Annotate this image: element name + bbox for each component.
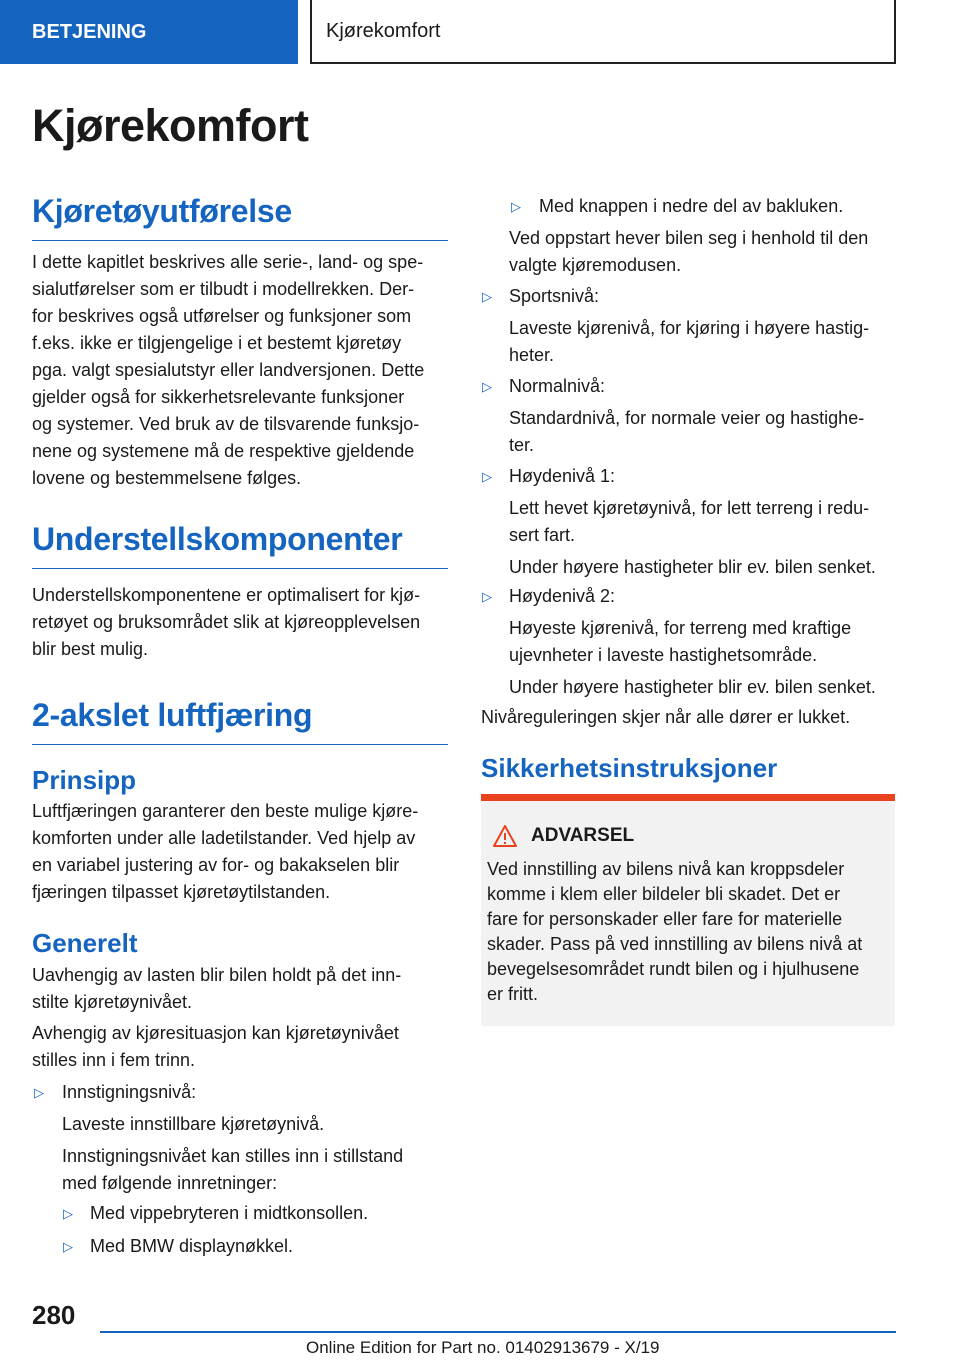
text-line: f.eks. ikke er tilgjengelige i et bestemt kjøretøy [32,333,402,353]
text-line: gjelder også for sikkerhetsrelevante funksjoner [32,387,405,407]
text-line: Høyeste kjørenivå, for terreng med kraftige [509,618,852,638]
triangle-bullet-icon: ▷ [482,289,492,304]
doors-note: Nivåreguleringen skjer når alle dører er lukket. [481,707,851,727]
text-line: Lett hevet kjøretøynivå, for lett terreng i redu- [509,498,870,518]
paragraph-vehicle-version [32,249,452,492]
text-line: er fritt. [487,984,539,1004]
heading-air-suspension: 2-akslet luftfjæring [32,697,448,745]
list-item-height-level-2 [509,583,899,701]
page-number: 280 [32,1300,76,1330]
text-line: sert fart. [509,525,576,545]
text-line: blir best mulig. [32,639,149,659]
text-line: I dette kapitlet beskrives alle serie-, land- og spe- [32,252,424,272]
triangle-bullet-icon: ▷ [482,589,492,604]
warning-header [491,825,634,847]
text-line: stilles inn i fem trinn. [32,1050,196,1070]
text-line: Ved innstilling av bilens nivå kan kroppsdeler [487,859,845,879]
triangle-bullet-icon: ▷ [482,379,492,394]
text-line: for beskrives også utførelser og funksjoner som [32,306,412,326]
text-line: heter. [509,345,555,365]
triangle-bullet-icon: ▷ [63,1239,73,1254]
text-line: Ved oppstart hever bilen seg i henhold til den [509,228,869,248]
chapter-header [310,0,896,64]
list-item-height-level-1 [509,463,899,581]
paragraph-chassis [32,582,452,663]
text-line: fjæringen tilpasset kjøretøytilstanden. [32,882,331,902]
text-line: Uavhengig av lasten blir bilen holdt på det inn- [32,965,402,985]
list-item-label: Høydenivå 2: [509,586,616,606]
text-line: Under høyere hastigheter blir ev. bilen senket. [509,677,876,697]
list-item-description: Laveste innstillbare kjøretøynivå. [62,1114,325,1134]
text-line: en variabel justering av for- og bakakselen blir [32,855,400,875]
text-line: valgte kjøremodusen. [509,255,682,275]
list-item-normal-level [509,373,899,459]
heading-chassis-components: Understellskomponenter [32,521,448,569]
edition-note: Online Edition for Part no. 01402913679 - X/19 [306,1338,660,1357]
footer-divider [100,1331,896,1333]
text-line: og systemer. Ved bruk av de tilsvarende funksjo- [32,414,420,434]
section-tab[interactable] [0,0,298,64]
text-line: Standardnivå, for normale veier og hastighe- [509,408,865,428]
list-item-label: Normalnivå: [509,376,606,396]
text-line: Understellskomponentene er optimalisert for kjø- [32,585,421,605]
list-item-sport-level [509,283,899,369]
text-line: Innstigningsnivået kan stilles inn i stillstand [62,1146,404,1166]
heading-general: Generelt [32,928,138,958]
paragraph-principle [32,798,452,906]
text-line: bevegelsesområdet rundt bilen og i hjulhusene [487,959,860,979]
paragraph-general-1 [32,962,452,1016]
section-label: BETJENING [32,20,147,43]
heading-safety-instructions: Sikkerhetsinstruksjoner [481,753,778,783]
text-line: Laveste kjørenivå, for kjøring i høyere hastig- [509,318,870,338]
text-line: retøyet og bruksområdet slik at kjøreopplevelsen [32,612,421,632]
text-line: Avhengig av kjøresituasjon kan kjøretøynivået [32,1023,399,1043]
list-item-label: Sportsnivå: [509,286,600,306]
list-item-entry-level [62,1079,452,1197]
text-line: komme i klem eller bildeler bli skadet. Det er [487,884,841,904]
text-line: ujevnheter i laveste hastighetsområde. [509,645,818,665]
triangle-bullet-icon: ▷ [482,469,492,484]
list-item-label: Høydenivå 1: [509,466,616,486]
text-line: med følgende innretninger: [62,1173,278,1193]
warning-triangle-icon [493,825,517,847]
startup-note [509,225,899,279]
page-title: Kjørekomfort [32,100,309,151]
sub-list-item: Med vippebryteren i midtkonsollen. [90,1203,369,1223]
sub-list-item: Med knappen i nedre del av bakluken. [539,196,844,216]
text-line: Luftfjæringen garanterer den beste mulige kjøre- [32,801,419,821]
triangle-bullet-icon: ▷ [63,1206,73,1221]
warning-title: ADVARSEL [531,825,635,846]
triangle-bullet-icon: ▷ [34,1085,44,1100]
text-line: fare for personskader eller fare for materielle [487,909,843,929]
chapter-title: Kjørekomfort [326,19,441,42]
warning-text [487,857,887,1007]
text-line: stilte kjøretøynivået. [32,992,193,1012]
text-line: sialutførelser som er tilbudt i modellrekken. Der- [32,279,415,299]
triangle-bullet-icon: ▷ [511,199,521,214]
text-line: komforten under alle ladetilstander. Ved hjelp av [32,828,416,848]
heading-vehicle-version: Kjøretøyutførelse [32,193,448,241]
heading-principle: Prinsipp [32,765,137,795]
text-line: lovene og bestemmelsene følges. [32,468,302,488]
text-line: ter. [509,435,535,455]
text-line: nene og systemene må de respektive gjeldende [32,441,415,461]
warning-box [481,794,895,1026]
text-line: skader. Pass på ved innstilling av bilens nivå at [487,934,863,954]
text-line: pga. valgt spesialutstyr eller landversjonen. Dette [32,360,425,380]
paragraph-general-2 [32,1020,452,1074]
list-item-label: Innstigningsnivå: [62,1082,197,1102]
text-line: Under høyere hastigheter blir ev. bilen senket. [509,557,876,577]
sub-list-item: Med BMW displaynøkkel. [90,1236,294,1256]
